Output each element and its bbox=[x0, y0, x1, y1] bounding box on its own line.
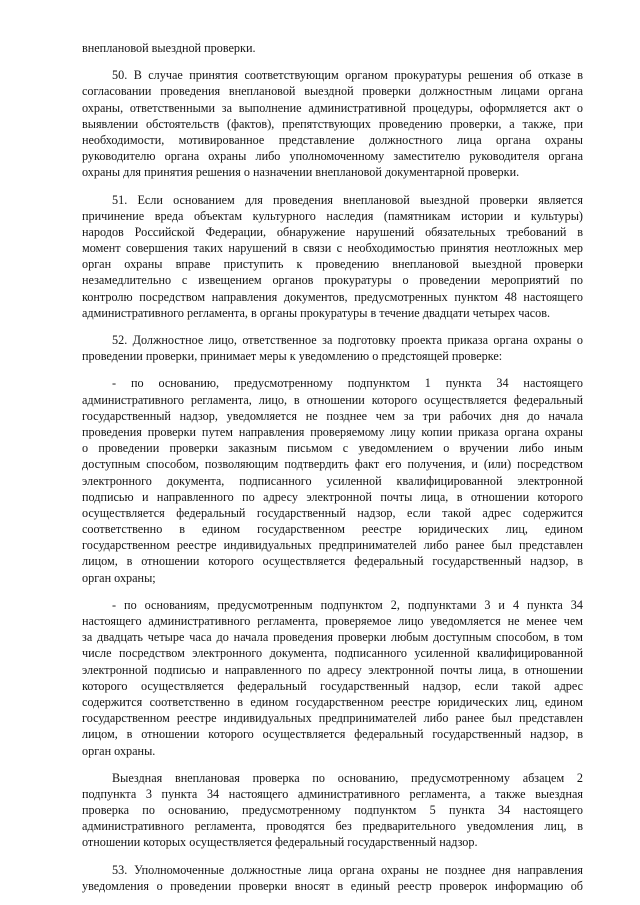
text-line: лицом, в отношении которого осуществляется федеральный государственный надзор, в bbox=[82, 727, 583, 742]
text-line: народов Российской Федерации, обнаружение нарушений обязательных требований в bbox=[82, 224, 583, 239]
text-line: 53. Уполномоченные должностные лица органа охраны не позднее дня направления bbox=[112, 862, 583, 877]
text-line: осуществляется федеральный государственный надзор, если такой адрес содержится bbox=[82, 505, 583, 520]
text-line: незамедлительно с извещением органов прокуратуры о проведении мероприятий по bbox=[82, 273, 583, 288]
text-line: контролю посредством направления документов, предусмотренных пунктом 48 настоящего bbox=[82, 289, 583, 304]
paragraph-52-item-2 bbox=[82, 597, 583, 759]
paragraph-continuation bbox=[82, 40, 583, 56]
text-line: выявлении обстоятельств (фактов), препятствующих проведению проверки, а также, при bbox=[82, 116, 583, 131]
text-line: согласовании проведения внеплановой выездной проверки должностным лицами органа bbox=[82, 84, 583, 99]
text-line: необходимости, мотивированное представление должностного лица органа охраны bbox=[82, 132, 583, 147]
text-line: охраны для принятия решения о назначении внеплановой документарной проверки. bbox=[82, 165, 520, 180]
paragraph-52-item-1 bbox=[82, 375, 583, 585]
text-line: подписью и направленного по адресу электронной почты лица, в отношении которого bbox=[82, 489, 583, 504]
text-line: которого осуществляется федеральный государственный надзор, если такой адрес bbox=[82, 678, 583, 693]
text-line: числе посредством электронного документа, подписанного усиленной квалифицированной bbox=[82, 646, 583, 661]
text-line: лицом, в отношении которого осуществляется федеральный государственный надзор, в bbox=[82, 554, 583, 569]
text-line: административного регламента, лицо, в отношении которого осуществляется федеральный bbox=[82, 392, 583, 407]
text-line: проверка по основанию, предусмотренному подпунктом 5 пункта 34 настоящего bbox=[82, 803, 583, 818]
text-line: административного регламента, в органы прокуратуры в течение двадцати четырех часов. bbox=[82, 305, 551, 320]
text-line: - по основаниям, предусмотренным подпунктом 2, подпунктами 3 и 4 пункта 34 bbox=[112, 597, 583, 612]
text-line: настоящего административного регламента, проверяемое лицо уведомляется не менее чем bbox=[82, 614, 583, 628]
text-line: доступным способом, позволяющим подтвердить факт его получения, и (или) посредством bbox=[82, 457, 583, 472]
text-line: внеплановой выездной проверки. bbox=[82, 41, 256, 55]
text-line: Выездная внеплановая проверка по основанию, предусмотренному абзацем 2 bbox=[112, 770, 583, 785]
text-line: государственном реестре индивидуальных предпринимателей либо ранее был представлен bbox=[82, 538, 583, 553]
paragraph-53 bbox=[82, 862, 583, 894]
text-line: - по основанию, предусмотренному подпунктом 1 пункта 34 настоящего bbox=[112, 376, 583, 391]
text-line: охраны, ответственными за выполнение административной процедуры, оформляется акт о bbox=[82, 100, 583, 115]
text-line: проведении проверки, принимает меры к уведомлению о предстоящей проверке: bbox=[82, 349, 503, 364]
text-line: уведомления о проведении проверки вносят в единый реестр проверок информацию об bbox=[82, 878, 583, 893]
text-line: о проведении проверки заказным письмом с уведомлением о вручении либо иным bbox=[82, 441, 583, 456]
text-line: подпункта 3 пункта 34 настоящего административного регламента, а также выездная bbox=[82, 786, 583, 801]
text-line: административного регламента, проводятся без предварительного уведомления лиц, в bbox=[82, 819, 583, 834]
paragraph-52-note bbox=[82, 770, 583, 851]
paragraph-52 bbox=[82, 332, 583, 364]
text-line: момент совершения таких нарушений в связи с необходимостью принятия неотложных мер bbox=[82, 241, 583, 256]
paragraph-50 bbox=[82, 67, 583, 180]
text-line: соответственно в едином государственном реестре юридических лиц, едином bbox=[82, 522, 583, 537]
text-line: 51. Если основанием для проведения внеплановой выездной проверки является bbox=[112, 192, 583, 207]
text-line: 52. Должностное лицо, ответственное за подготовку проекта приказа органа охраны о bbox=[112, 333, 583, 347]
document-body bbox=[82, 40, 583, 894]
text-line: проведения проверки путем направления проверяемому лицу копии приказа органа охраны bbox=[82, 424, 583, 439]
text-line: электронного документа, подписанного усиленной квалифицированной электронной bbox=[82, 473, 583, 488]
text-line: 50. В случае принятия соответствующим органом прокуратуры решения об отказе в bbox=[112, 68, 583, 83]
text-line: государственном реестре индивидуальных предпринимателей либо ранее был представлен bbox=[82, 711, 583, 726]
text-line: электронной подписью и направленного по адресу электронной почты лица, в отношении bbox=[82, 662, 583, 677]
text-line: орган охраны вправе приступить к проведению внеплановой выездной проверки bbox=[82, 257, 583, 272]
text-line: орган охраны; bbox=[82, 570, 156, 585]
text-line: содержится соответственно в едином государственном реестре юридических лиц, едином bbox=[82, 694, 583, 709]
text-line: государственный надзор, уведомляется не позднее чем за три рабочих дня до начала bbox=[82, 408, 583, 423]
text-line: орган охраны. bbox=[82, 743, 156, 758]
text-line: за двадцать четыре часа до начала проведения проверки любым доступным способом, в том bbox=[82, 630, 583, 645]
text-line: отношении которых осуществляется федеральный государственный надзор. bbox=[82, 835, 478, 850]
text-line: причинение вреда объектам культурного наследия (памятникам истории и культуры) bbox=[82, 208, 583, 223]
paragraph-51 bbox=[82, 192, 583, 322]
text-line: руководителю органа охраны либо уполномоченному заместителю руководителя органа bbox=[82, 149, 583, 164]
